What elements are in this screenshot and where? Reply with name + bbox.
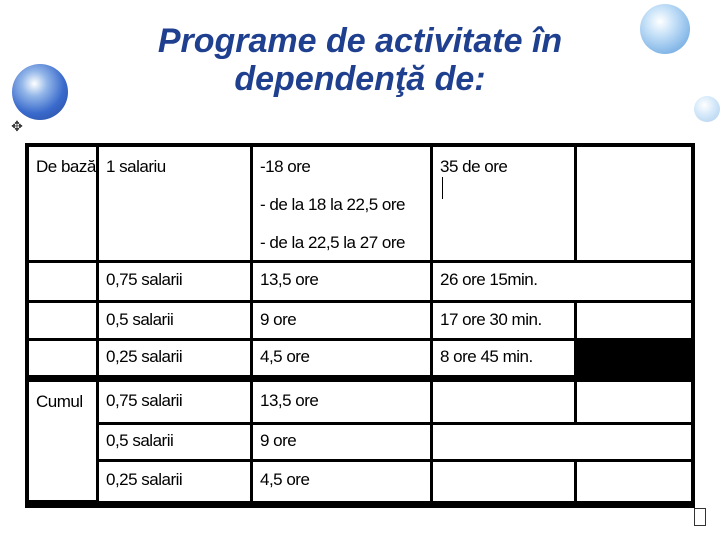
table-cell <box>577 147 691 260</box>
table-cell: 1 salariu <box>99 147 250 260</box>
table-cell: 35 de ore <box>433 147 574 260</box>
table-cell: 13,5 ore <box>253 382 430 422</box>
table-move-handle-icon[interactable]: ✥ <box>11 118 23 134</box>
table-cell <box>577 462 691 501</box>
table-cell: 0,5 salarii <box>99 303 250 338</box>
table-cell <box>577 303 691 338</box>
table-cell: 26 ore 15min. <box>433 263 691 300</box>
table-cell: 0,75 salarii <box>99 263 250 300</box>
table-cell <box>29 303 96 338</box>
table-cell: 4,5 ore <box>253 462 430 501</box>
table-cell: 9 ore <box>253 425 430 459</box>
decorative-bubble-right <box>694 96 720 122</box>
table-cell: 13,5 ore <box>253 263 430 300</box>
decorative-bubble-left <box>12 64 68 120</box>
table-cell: De bază <box>29 147 96 260</box>
table-cell: 0,25 salarii <box>99 462 250 501</box>
table-cell: 17 ore 30 min. <box>433 303 574 338</box>
table-cell: 0,5 salarii <box>99 425 250 459</box>
table-cell: 8 ore 45 min. <box>433 341 574 375</box>
text-cursor <box>442 177 443 199</box>
slide-title-line-1: Programe de activitate în <box>157 22 563 60</box>
table-cell <box>433 462 574 501</box>
slide-title <box>70 22 650 98</box>
placeholder-glyph-icon <box>694 508 706 526</box>
table-cell: Cumul <box>29 382 96 500</box>
table-cell: 4,5 ore <box>253 341 430 375</box>
table-cell <box>577 382 691 422</box>
table-cell: 0,75 salarii <box>99 382 250 422</box>
table-cell <box>433 425 691 459</box>
table-cell: 0,25 salarii <box>99 341 250 375</box>
table-cell: 9 ore <box>253 303 430 338</box>
table-cell <box>29 263 96 300</box>
table-cell <box>29 341 96 375</box>
table-cell: -18 ore - de la 18 la 22,5 ore - de la 22,5 la 27 ore <box>253 147 430 260</box>
table-cell <box>433 382 574 422</box>
schedule-table <box>25 143 695 508</box>
slide-title-line-2: dependenţă de: <box>234 60 486 98</box>
